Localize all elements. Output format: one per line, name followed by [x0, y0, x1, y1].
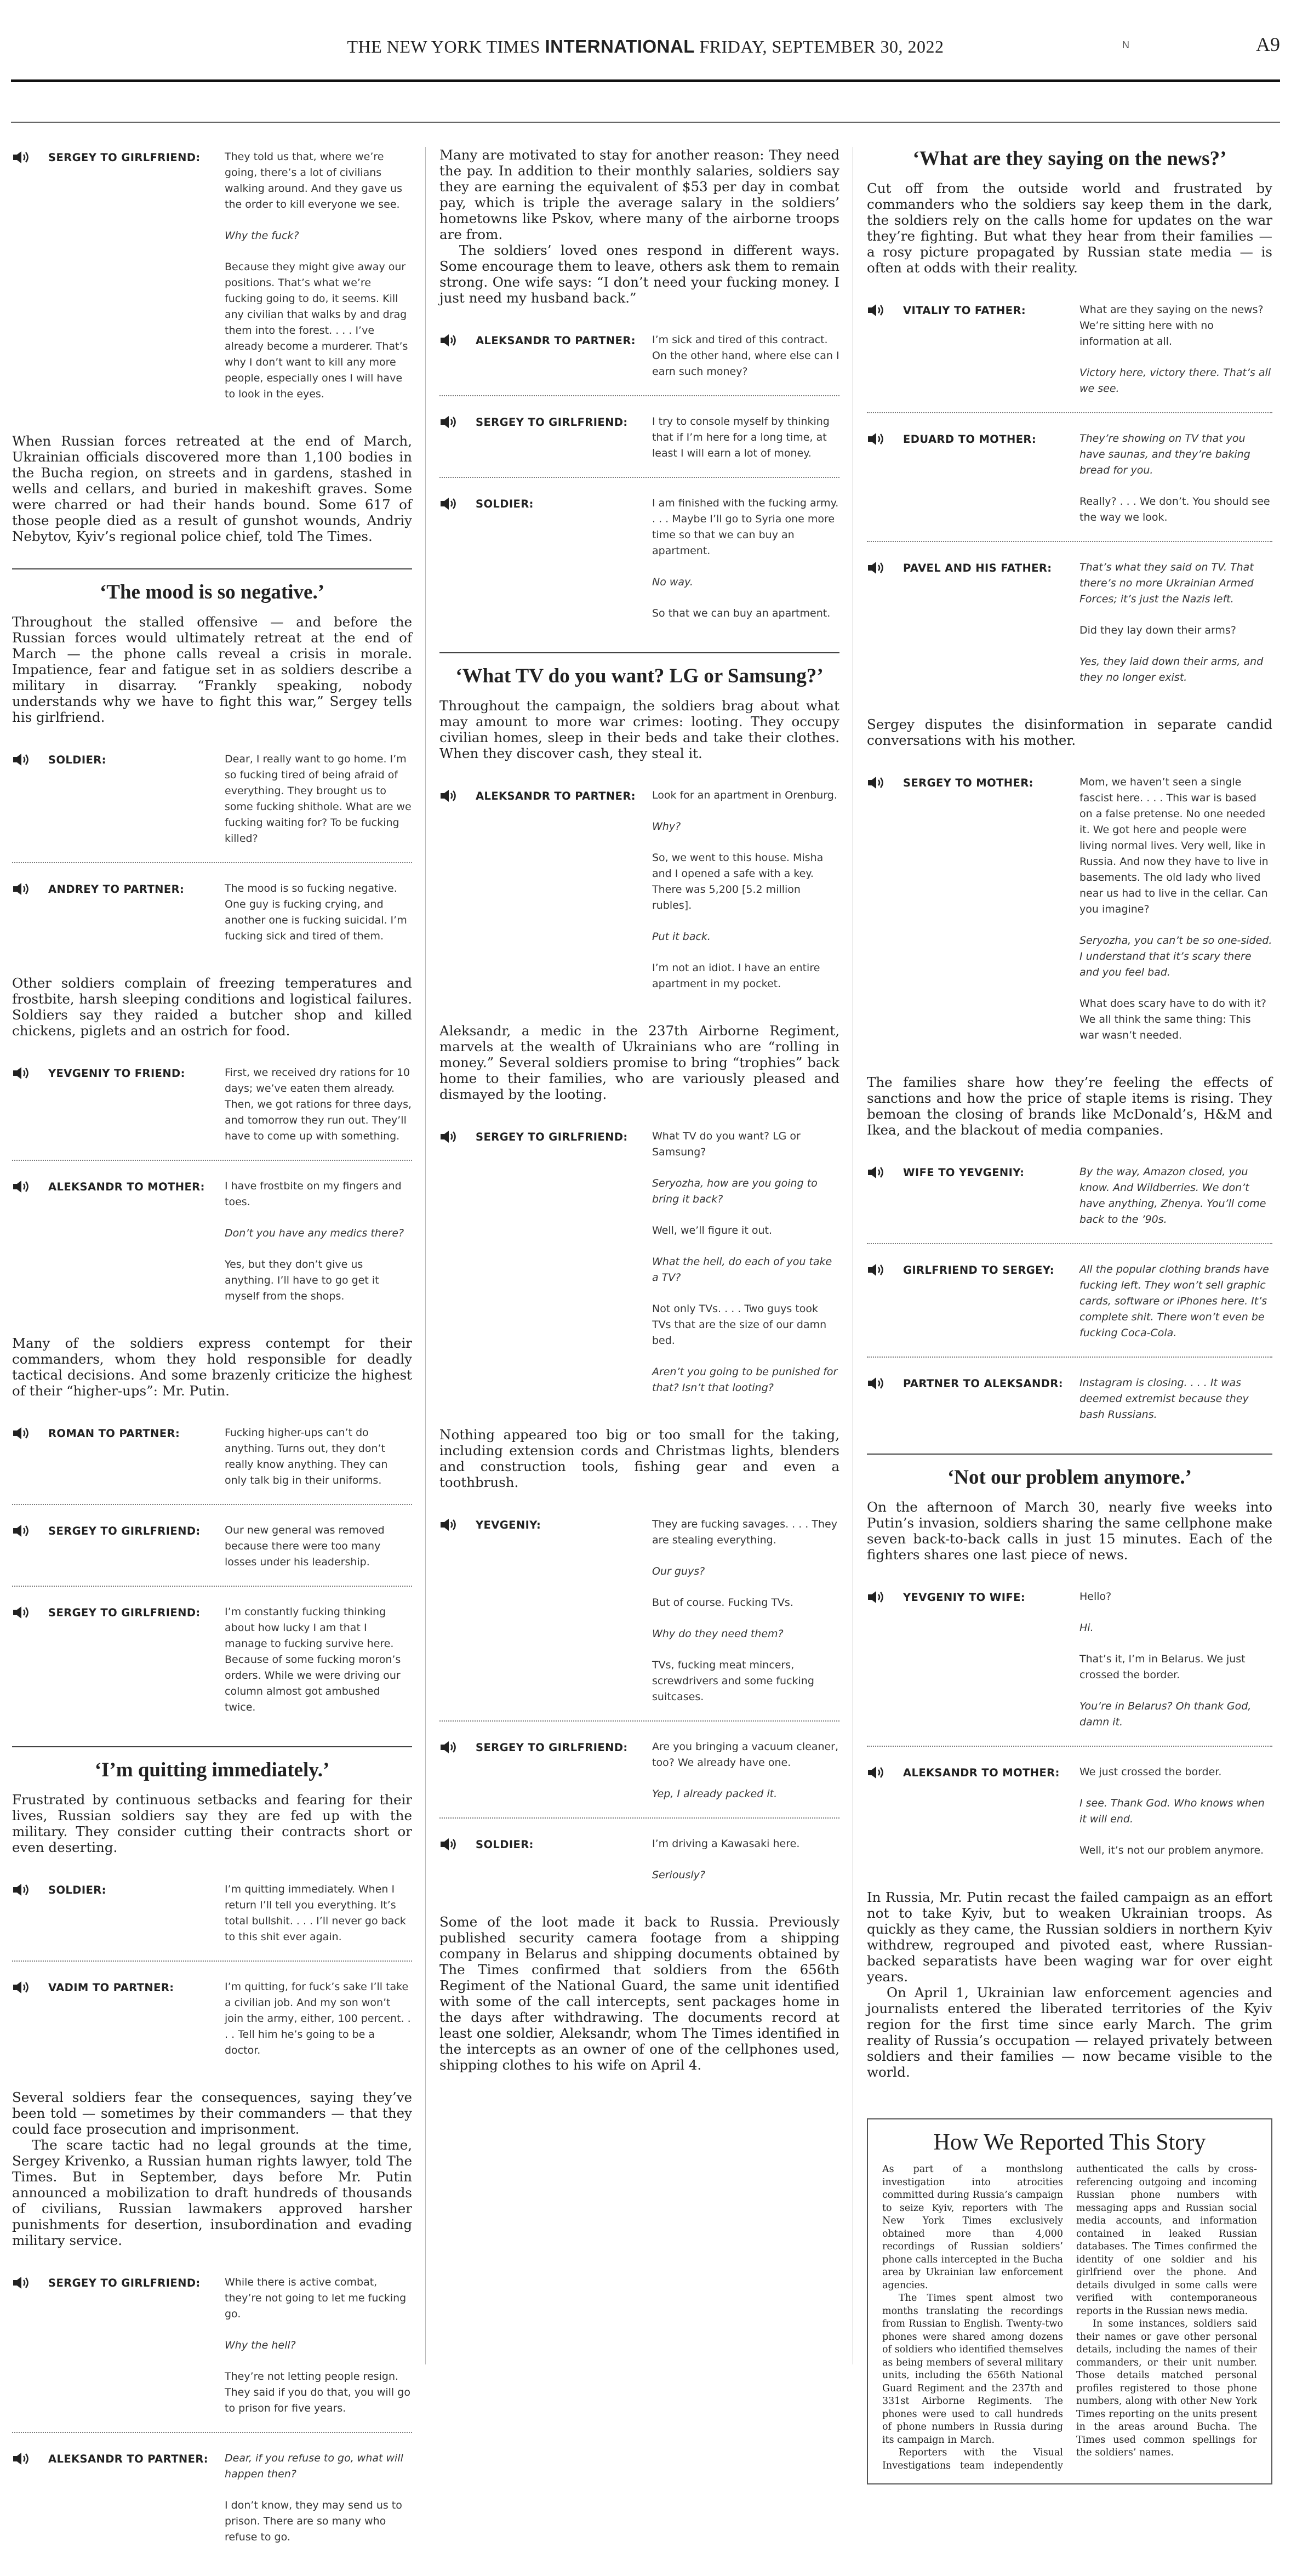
speaker-name: ANDREY TO PARTNER:: [48, 883, 185, 896]
speaker-name: GIRLFRIEND TO SERGEY:: [903, 1264, 1054, 1276]
clip-transcript: [1079, 431, 1272, 526]
audio-clip: [867, 557, 1272, 701]
speaker-icon[interactable]: [867, 1590, 886, 1604]
transcript-line: Why the hell?: [225, 2339, 296, 2351]
paragraph: The Times spent almost two months translating the recordings from Russian to English. Twenty-two phones were shared among dozens of soldiers who identified themselves as being members of several military units, including the 656th National Guard Regiment and the 237th and 331st Airborne Regiments. The phones were used to call hundreds of phone numbers in Russia during its campaign in March.: [882, 2293, 1063, 2446]
body-text: [439, 1427, 839, 1490]
clip-transcript: [225, 751, 412, 847]
audio-clip: [12, 1977, 412, 2074]
audio-clip: [12, 1602, 412, 1731]
transcript-line: Put it back.: [652, 931, 711, 943]
box-title: How We Reported This Story: [933, 2130, 1206, 2155]
clip-speaker: [867, 1262, 1079, 1341]
transcript-line: I’m constantly fucking thinking about how lucky I am that I manage to fucking survive here. Because of some fucking moron’s orders. While we were driving our column almost got ambushed twice.: [225, 1606, 401, 1713]
clip-transcript: [225, 1882, 412, 1945]
audio-clip: [439, 785, 839, 1007]
transcript-line: Yep, I already packed it.: [652, 1788, 778, 1800]
clip-transcript: [225, 881, 412, 944]
clip-speaker: [439, 1739, 652, 1802]
body-text: [867, 1889, 1272, 2080]
clip-transcript: [652, 1129, 839, 1396]
speaker-name: ALEKSANDR TO PARTNER:: [476, 334, 636, 347]
clip-transcript: [225, 2450, 412, 2545]
paragraph: Throughout the stalled offensive — and before the Russian forces would ultimately retreat at the end of March — the phone calls reveal a crisis in morale. Impatience, fear and fatigue set in as soldiers describe a military in disarray. “Frankly speaking, nobody understands why we have to fight this war,” Sergey tells his girlfriend.: [12, 614, 412, 725]
clip-speaker: [439, 414, 652, 461]
paragraph: The families share how they’re feeling the effects of sanctions and how the price of staple items is rising. They bemoan the closing of brands like McDonald’s, H&M and Ikea, and the blackout of media companies.: [867, 1074, 1272, 1138]
transcript-line: By the way, Amazon closed, you know. And Wildberries. We don’t have anything, Zhenya. You’ll come back to the ’90s.: [1079, 1166, 1266, 1226]
body-text: [12, 614, 412, 725]
speaker-name: SERGEY TO GIRLFRIEND:: [48, 1525, 201, 1537]
transcript-line: I’m sick and tired of this contract. On the other hand, where else can I earn such money?: [652, 334, 839, 378]
audio-clip: [12, 749, 412, 863]
speaker-icon[interactable]: [867, 1765, 886, 1780]
transcript-line: Look for an apartment in Orenburg.: [652, 789, 837, 801]
column-2: [439, 147, 839, 2097]
clip-speaker: [867, 1164, 1079, 1228]
body-text: [867, 1499, 1272, 1563]
transcript-line: I see. Thank God. Who knows when it will end.: [1079, 1797, 1265, 1825]
audio-clip: [867, 300, 1272, 413]
clip-transcript: [1079, 1764, 1272, 1859]
clip-speaker: [439, 495, 652, 622]
speaker-icon[interactable]: [12, 1179, 31, 1194]
clip-speaker: [12, 751, 225, 847]
clip-speaker: [12, 1604, 225, 1716]
clip-speaker: [867, 431, 1079, 526]
paragraph: Nothing appeared too big or too small for the taking, including extension cords and Christmas lights, blenders and construction tools, fishing gear and even a toothbrush.: [439, 1427, 839, 1490]
transcript-line: Why do they need them?: [652, 1628, 784, 1640]
column-divider: [425, 147, 426, 2364]
clip-speaker: [867, 774, 1079, 1044]
transcript-line: I’m quitting, for fuck’s sake I’ll take a civilian job. And my son won’t join the army, either, 100 percent. . . . Tell him he’s going to be a doctor.: [225, 1981, 411, 2056]
transcript-line: No way.: [652, 576, 693, 588]
paragraph: Many of the soldiers express contempt for their commanders, whom they hold responsible for deadly tactical decisions. And some brazenly criticize the highest of their “higher-ups”: Mr. Putin.: [12, 1335, 412, 1399]
transcript-line: I have frostbite on my fingers and toes.: [225, 1180, 402, 1208]
clip-speaker: [867, 1375, 1079, 1423]
speaker-icon[interactable]: [12, 1883, 31, 1897]
audio-clip: [439, 1126, 839, 1411]
speaker-icon[interactable]: [867, 432, 886, 446]
transcript-line: I don’t know, they may send us to prison. There are so many who refuse to go.: [225, 2499, 402, 2543]
speaker-name: SOLDIER:: [48, 754, 106, 766]
section-heading: ‘The mood is so negative.’: [12, 568, 412, 604]
transcript-line: The mood is so fucking negative. One guy is fucking crying, and another one is fucking suicidal. I’m fucking sick and tired of them.: [225, 882, 407, 942]
section-heading: ‘Not our problem anymore.’: [867, 1454, 1272, 1489]
transcript-line: TVs, fucking meat mincers, screwdrivers and some fucking suitcases.: [652, 1659, 814, 1703]
transcript-line: Dear, if you refuse to go, what will happen then?: [225, 2452, 403, 2480]
clip-speaker: [12, 1882, 225, 1945]
transcript-line: They’re showing on TV that you have saunas, and they’re baking bread for you.: [1079, 432, 1250, 476]
transcript-line: While there is active combat, they’re not going to let me fucking go.: [225, 2276, 407, 2320]
transcript-line: They’re not letting people resign. They said if you do that, you will go to prison for five years.: [225, 2370, 410, 2414]
clip-transcript: [1079, 1164, 1272, 1228]
body-text: [439, 1023, 839, 1102]
speaker-name: ALEKSANDR TO MOTHER:: [903, 1766, 1060, 1779]
speaker-name: SOLDIER:: [476, 1838, 534, 1851]
paragraph: Other soldiers complain of freezing temperatures and frostbite, harsh sleeping conditions and logistical failures. Soldiers say they raided a butcher shop and killed chickens, piglets and an ostrich for food.: [12, 975, 412, 1039]
clip-transcript: [225, 1178, 412, 1304]
clip-speaker: [12, 1425, 225, 1489]
speaker-name: EDUARD TO MOTHER:: [903, 433, 1037, 446]
clip-transcript: [1079, 1262, 1272, 1341]
clip-transcript: [225, 1604, 412, 1716]
speaker-icon[interactable]: [12, 150, 31, 164]
clip-speaker: [439, 1836, 652, 1883]
transcript-line: Our guys?: [652, 1565, 705, 1577]
transcript-line: Why?: [652, 820, 681, 833]
paragraph: Many are motivated to stay for another reason: They need the pay. In addition to their monthly salaries, soldiers say they are earning the equivalent of $53 per day in combat pay, which is triple the average salary in the soldiers’ hometowns like Pskov, where many of the airborne troops are from.: [439, 147, 839, 242]
clip-transcript: [225, 1523, 412, 1570]
audio-clip: [867, 772, 1272, 1059]
clip-transcript: [652, 414, 839, 461]
transcript-line: You’re in Belarus? Oh thank God, damn it.: [1079, 1700, 1252, 1728]
speaker-name: VADIM TO PARTNER:: [48, 1981, 174, 1994]
audio-clip: [867, 1587, 1272, 1747]
speaker-name: YEVGENIY TO FRIEND:: [48, 1067, 185, 1080]
speaker-name: YEVGENIY TO WIFE:: [903, 1591, 1026, 1604]
paragraph: As part of a monthslong investigation into atrocities committed during Russia’s campaign to seize Kyiv, reporters with The New York Times exclusively obtained more than 4,000 recordings of Russian soldiers’ phone calls intercepted in the Bucha area by Ukrainian law enforcement agencies.: [882, 2164, 1063, 2291]
speaker-icon[interactable]: [12, 1426, 31, 1440]
speaker-icon[interactable]: [439, 1740, 458, 1754]
paragraph: The scare tactic had no legal grounds at the time, Sergey Krivenko, a Russian human rights lawyer, told The Times. But in September, days before Mr. Putin announced a mobilization to draft hundreds of thousands of civilians, Russian lawmakers approved harsher punishments for desertion, insubordination and evading military service.: [12, 2137, 412, 2248]
transcript-line: Not only TVs. . . . Two guys took TVs that are the size of our damn bed.: [652, 1303, 827, 1347]
speaker-icon[interactable]: [867, 561, 886, 575]
transcript-line: Seryozha, you can’t be so one-sided. I understand that it’s scary there and you feel bad.: [1079, 934, 1272, 978]
section-heading: ‘I’m quitting immediately.’: [12, 1746, 412, 1782]
reporting-box: [867, 2118, 1272, 2484]
clip-transcript: [225, 1979, 412, 2059]
clip-speaker: [12, 2275, 225, 2417]
speaker-name: ALEKSANDR TO MOTHER:: [48, 1181, 205, 1193]
body-text: [12, 1792, 412, 1855]
speaker-name: ALEKSANDR TO PARTNER:: [48, 2453, 208, 2465]
clip-transcript: [1079, 302, 1272, 397]
transcript-line: What does scary have to do with it? We all think the same thing: This war wasn’t needed.: [1079, 998, 1267, 1041]
transcript-line: First, we received dry rations for 10 days; we’ve eaten them already. Then, we got rations for three days, and tomorrow they run out. They’ll have to come up with something.: [225, 1067, 412, 1142]
transcript-line: But of course. Fucking TVs.: [652, 1597, 793, 1609]
clip-transcript: [225, 2275, 412, 2417]
audio-clip: [12, 1423, 412, 1505]
speaker-name: SOLDIER:: [48, 1884, 106, 1896]
clip-speaker: [12, 2450, 225, 2545]
body-text: [867, 716, 1272, 748]
clip-speaker: [12, 1065, 225, 1144]
transcript-line: All the popular clothing brands have fucking left. They won’t sell graphic cards, software or iPhones here. It’s complete shit. There won’t even be fucking Coca-Cola.: [1079, 1263, 1269, 1339]
transcript-line: So that we can buy an apartment.: [652, 607, 831, 619]
audio-clip: [439, 1834, 839, 1899]
body-text: [867, 180, 1272, 276]
transcript-line: Instagram is closing. . . . It was deemed extremist because they bash Russians.: [1079, 1377, 1249, 1421]
speaker-name: SERGEY TO GIRLFRIEND:: [476, 1131, 628, 1143]
paragraph: Cut off from the outside world and frustrated by commanders who the soldiers say keep them in the dark, the soldiers rely on the calls home for updates on the war they’re fighting. But what they hear from their families — a rosy picture propagated by Russian state media — is often at odds with their reality.: [867, 180, 1272, 276]
transcript-line: I try to console myself by thinking that if I’m here for a long time, at least I will earn a lot of money.: [652, 415, 830, 459]
clip-speaker: [12, 1979, 225, 2059]
speaker-name: SERGEY TO GIRLFRIEND:: [48, 151, 201, 164]
transcript-line: Hi.: [1079, 1622, 1094, 1634]
paragraph: In some instances, soldiers said their names or gave other personal details, including the names of their commanders, or their unit number. Those details matched personal profiles registered to those phone numbers, along with other New York Times reporting on the units present in the areas around Bucha. The Times used common spellings for the soldiers’ names.: [1076, 2318, 1257, 2458]
paragraph: In Russia, Mr. Putin recast the failed campaign as an effort not to take Kyiv, but to weaken Ukrainian troops. As quickly as they came, the Russian soldiers in northern Kyiv withdrew, regrouped and pivoted east, where Russian-backed separatists have been waging war for over eight years.: [867, 1889, 1272, 1985]
audio-clip: [439, 493, 839, 637]
masthead: [11, 0, 1280, 82]
speaker-icon[interactable]: [439, 497, 458, 511]
audio-clip: [439, 1514, 839, 1722]
speaker-icon[interactable]: [12, 2452, 31, 2466]
speaker-icon[interactable]: [439, 1837, 458, 1851]
masthead-line: [11, 36, 1280, 57]
speaker-name: WIFE TO YEVGENIY:: [903, 1166, 1025, 1179]
clip-transcript: [652, 1517, 839, 1705]
audio-clip: [12, 1520, 412, 1587]
speaker-icon[interactable]: [12, 1980, 31, 1994]
speaker-icon[interactable]: [439, 415, 458, 429]
transcript-line: Seriously?: [652, 1869, 706, 1881]
transcript-line: I’m driving a Kawasaki here.: [652, 1838, 800, 1850]
transcript-line: Well, we’ll figure it out.: [652, 1224, 772, 1236]
clip-transcript: [652, 1836, 839, 1883]
speaker-icon[interactable]: [12, 1524, 31, 1538]
speaker-icon[interactable]: [439, 333, 458, 347]
audio-clip: [867, 1259, 1272, 1358]
paragraph: When Russian forces retreated at the end of March, Ukrainian officials discovered more than 1,100 bodies in the Bucha region, on streets and in gardens, stashed in wells and cellars, and buried in makeshift graves. Some were charred or had their hands bound. Some 617 of those people died as a result of gunshot wounds, Andriy Nebytov, Kyiv’s regional police chief, told The Times.: [12, 433, 412, 544]
column-3: [867, 147, 1272, 2484]
transcript-line: That’s it, I’m in Belarus. We just crossed the border.: [1079, 1653, 1246, 1681]
edition-marker: N: [1122, 39, 1129, 50]
speaker-icon[interactable]: [867, 776, 886, 790]
box-body: [882, 2163, 1257, 2472]
audio-clip: [12, 879, 412, 960]
speaker-name: SERGEY TO GIRLFRIEND:: [48, 1606, 201, 1619]
speaker-name: SOLDIER:: [476, 498, 534, 510]
audio-clip: [439, 330, 839, 396]
speaker-icon[interactable]: [12, 1066, 31, 1080]
speaker-name: SERGEY TO GIRLFRIEND:: [48, 2277, 201, 2289]
paragraph: On April 1, Ukrainian law enforcement agencies and journalists entered the liberated territories of the Kyiv region for the first time since early March. The grim reality of Russia’s occupation — relayed privately between soldiers and their families — now became visible to the world.: [867, 1985, 1272, 2080]
transcript-line: Yes, they laid down their arms, and they no longer exist.: [1079, 656, 1264, 683]
masthead-rule: [11, 122, 1280, 123]
audio-clip: [12, 147, 412, 418]
transcript-line: What the hell, do each of you take a TV?: [652, 1256, 832, 1284]
clip-speaker: [12, 1523, 225, 1570]
transcript-line: Yes, but they don’t give us anything. I’ll have to go get it myself from the shops.: [225, 1258, 379, 1302]
transcript-line: Why the fuck?: [225, 230, 299, 242]
speaker-icon[interactable]: [867, 1376, 886, 1390]
transcript-line: Are you bringing a vacuum cleaner, too? We already have one.: [652, 1741, 839, 1769]
body-text: [12, 1335, 412, 1399]
clip-transcript: [225, 1425, 412, 1489]
transcript-line: Don’t you have any medics there?: [225, 1227, 404, 1239]
audio-clip: [867, 429, 1272, 542]
transcript-line: We just crossed the border.: [1079, 1766, 1222, 1778]
body-text: [12, 433, 412, 544]
paper-name: THE NEW YORK TIMES: [347, 37, 540, 56]
body-text: [12, 975, 412, 1039]
paragraph: Aleksandr, a medic in the 237th Airborne Regiment, marvels at the wealth of Ukrainians who are “rolling in money.” Several soldiers promise to bring “trophies” back home to their families, who are variously pleased and dismayed by the looting.: [439, 1023, 839, 1102]
transcript-line: Hello?: [1079, 1591, 1112, 1603]
speaker-icon[interactable]: [439, 1130, 458, 1144]
body-text: [867, 1074, 1272, 1138]
clip-transcript: [1079, 774, 1272, 1044]
clip-speaker: [439, 788, 652, 992]
clip-speaker: [12, 149, 225, 402]
paragraph: Reporters with the Visual Investigations team independently authenticated the calls by cross-referencing outgoing and incoming Russian phone numbers with messaging apps and Russian social media accounts, and information contained in leaked Russian databases. The Times confirmed the identity of one soldier and his girlfriend over the phone. And details divulged in some calls were verified with contemporaneous reports in the Russian news media.: [882, 2164, 1257, 2471]
transcript-line: So, we went to this house. Misha and I opened a safe with a key. There was 5,200 [5.2 million rubles].: [652, 852, 824, 911]
transcript-line: I’m quitting immediately. When I return I’ll tell you everything. It’s total bullshit. . . . I’ll never go back to this shit ever again.: [225, 1883, 406, 1943]
clip-speaker: [867, 560, 1079, 686]
body-text: [439, 698, 839, 761]
audio-clip: [12, 2448, 412, 2561]
speaker-name: ROMAN TO PARTNER:: [48, 1427, 180, 1440]
transcript-line: Because they might give away our positions. That’s what we’re fucking going to do, it seems. Kill any civilian that walks by and drag them into the forest. . . . I’ve already become a murderer. That’s why I don’t want to kill any more people, especially ones I will have to look in the eyes.: [225, 261, 408, 400]
paragraph: Frustrated by continuous setbacks and fearing for their lives, Russian soldiers say they are fed up with the military. They consider cutting their contracts short or even deserting.: [12, 1792, 412, 1855]
audio-clip: [12, 1879, 412, 1962]
audio-clip: [867, 1373, 1272, 1438]
paragraph: Sergey disputes the disinformation in separate candid conversations with his mother.: [867, 716, 1272, 748]
clip-speaker: [439, 332, 652, 380]
paragraph: Throughout the campaign, the soldiers brag about what may amount to more war crimes: looting. They occupy civilian homes, sleep in their beds and take their clothes. When they discover cash, they steal it.: [439, 698, 839, 761]
transcript-line: Really? . . . We don’t. You should see the way we look.: [1079, 495, 1270, 523]
clip-speaker: [12, 881, 225, 944]
audio-clip: [867, 1162, 1272, 1244]
paragraph: Several soldiers fear the consequences, saying they’ve been told — sometimes by their commanders — that they could face prosecution and imprisonment.: [12, 2089, 412, 2137]
body-text: [439, 147, 839, 306]
transcript-line: Dear, I really want to go home. I’m so fucking tired of being afraid of everything. They brought us to some fucking shithole. What are we fucking waiting for? To be fucking killed?: [225, 753, 412, 845]
transcript-line: Well, it’s not our problem anymore.: [1079, 1844, 1264, 1856]
transcript-line: Victory here, victory there. That’s all we see.: [1079, 367, 1271, 395]
transcript-line: I’m not an idiot. I have an entire apartment in my pocket.: [652, 962, 820, 990]
speaker-icon[interactable]: [12, 753, 31, 767]
clip-transcript: [652, 495, 839, 622]
speaker-name: SERGEY TO MOTHER:: [903, 777, 1033, 789]
speaker-icon[interactable]: [12, 882, 31, 896]
clip-transcript: [225, 1065, 412, 1144]
speaker-name: SERGEY TO GIRLFRIEND:: [476, 1741, 628, 1754]
speaker-name: VITALIY TO FATHER:: [903, 304, 1026, 317]
transcript-line: Seryozha, how are you going to bring it back?: [652, 1177, 818, 1205]
transcript-line: What TV do you want? LG or Samsung?: [652, 1130, 801, 1158]
speaker-name: PAVEL AND HIS FATHER:: [903, 562, 1052, 574]
transcript-line: Our new general was removed because there were too many losses under his leadership.: [225, 1524, 385, 1568]
body-text: [12, 2089, 412, 2248]
transcript-line: That’s what they said on TV. That there’s no more Ukrainian Armed Forces; it’s just the Nazis left.: [1079, 561, 1254, 605]
speaker-name: YEVGENIY:: [476, 1519, 541, 1531]
body-text: [439, 1914, 839, 2073]
section-name: INTERNATIONAL: [545, 36, 695, 56]
clip-transcript: [1079, 560, 1272, 686]
clip-speaker: [439, 1517, 652, 1705]
paragraph: The soldiers’ loved ones respond in different ways. Some encourage them to leave, others ask them to remain strong. One wife says: “I don’t need your fucking money. I just need my husband back.”: [439, 242, 839, 306]
page-number: A9: [1256, 33, 1280, 55]
audio-clip: [439, 1737, 839, 1819]
section-heading: ‘What are they saying on the news?’: [912, 147, 1227, 170]
transcript-line: Fucking higher-ups can’t do anything. Turns out, they don’t really know anything. They can only talk big in their uniforms.: [225, 1427, 388, 1486]
transcript-line: Aren’t you going to be punished for that? Isn’t that looting?: [652, 1366, 838, 1394]
transcript-line: What are they saying on the news? We’re sitting here with no information at all.: [1079, 304, 1264, 347]
clip-transcript: [1079, 1375, 1272, 1423]
speaker-icon[interactable]: [439, 1518, 458, 1532]
speaker-icon[interactable]: [12, 2276, 31, 2290]
speaker-name: PARTNER TO ALEKSANDR:: [903, 1377, 1063, 1390]
audio-clip: [439, 412, 839, 478]
clip-transcript: [652, 1739, 839, 1802]
clip-speaker: [867, 1589, 1079, 1730]
audio-clip: [867, 1762, 1272, 1874]
column-1: [12, 147, 412, 2576]
transcript-line: Did they lay down their arms?: [1079, 624, 1236, 636]
speaker-icon[interactable]: [867, 303, 886, 317]
transcript-line: They are fucking savages. . . . They are stealing everything.: [652, 1518, 837, 1546]
speaker-icon[interactable]: [439, 789, 458, 803]
transcript-line: I am finished with the fucking army. . . . Maybe I’ll go to Syria one more time so that we can buy an apartment.: [652, 497, 839, 557]
transcript-line: They told us that, where we’re going, there’s a lot of civilians walking around. And they gave us the order to kill everyone we see.: [225, 151, 402, 210]
transcript-line: Mom, we haven’t seen a single fascist here. . . . This war is based on a false pretense. No one needed it. We got here and people were living normal lives. Very well, like in Russia. And now they have to live in basements. The old lady who lived near us had to live in the cellar. Can you imagine?: [1079, 776, 1269, 915]
speaker-icon[interactable]: [12, 1605, 31, 1620]
clip-transcript: [1079, 1589, 1272, 1730]
clip-speaker: [867, 1764, 1079, 1859]
speaker-name: SERGEY TO GIRLFRIEND:: [476, 416, 628, 429]
paragraph: On the afternoon of March 30, nearly five weeks into Putin’s invasion, soldiers sharing the same cellphone make seven back-to-back calls in just 15 minutes. Each of the fighters shares one last piece of news.: [867, 1499, 1272, 1563]
clip-transcript: [225, 149, 412, 402]
issue-date: FRIDAY, SEPTEMBER 30, 2022: [699, 37, 944, 56]
speaker-name: ALEKSANDR TO PARTNER:: [476, 790, 636, 802]
clip-speaker: [439, 1129, 652, 1396]
clip-speaker: [12, 1178, 225, 1304]
speaker-icon[interactable]: [867, 1263, 886, 1277]
audio-clip: [12, 1063, 412, 1161]
speaker-icon[interactable]: [867, 1165, 886, 1179]
audio-clip: [12, 1176, 412, 1320]
clip-speaker: [867, 302, 1079, 397]
audio-clip: [12, 2272, 412, 2433]
clip-transcript: [652, 788, 839, 992]
section-heading: ‘What TV do you want? LG or Samsung?’: [439, 652, 839, 688]
paragraph: Some of the loot made it back to Russia. Previously published security camera footage from a shipping company in Belarus and shipping documents obtained by The Times confirmed that soldiers from the 656th Regiment of the National Guard, the same unit identified with some of the call intercepts, sent packages home in the days after withdrawing. The documents record at least one soldier, Aleksandr, whom The Times identified in the intercepts as an owner of one of the cellphones used, shipping clothes to his wife on April 4.: [439, 1914, 839, 2073]
clip-transcript: [652, 332, 839, 380]
